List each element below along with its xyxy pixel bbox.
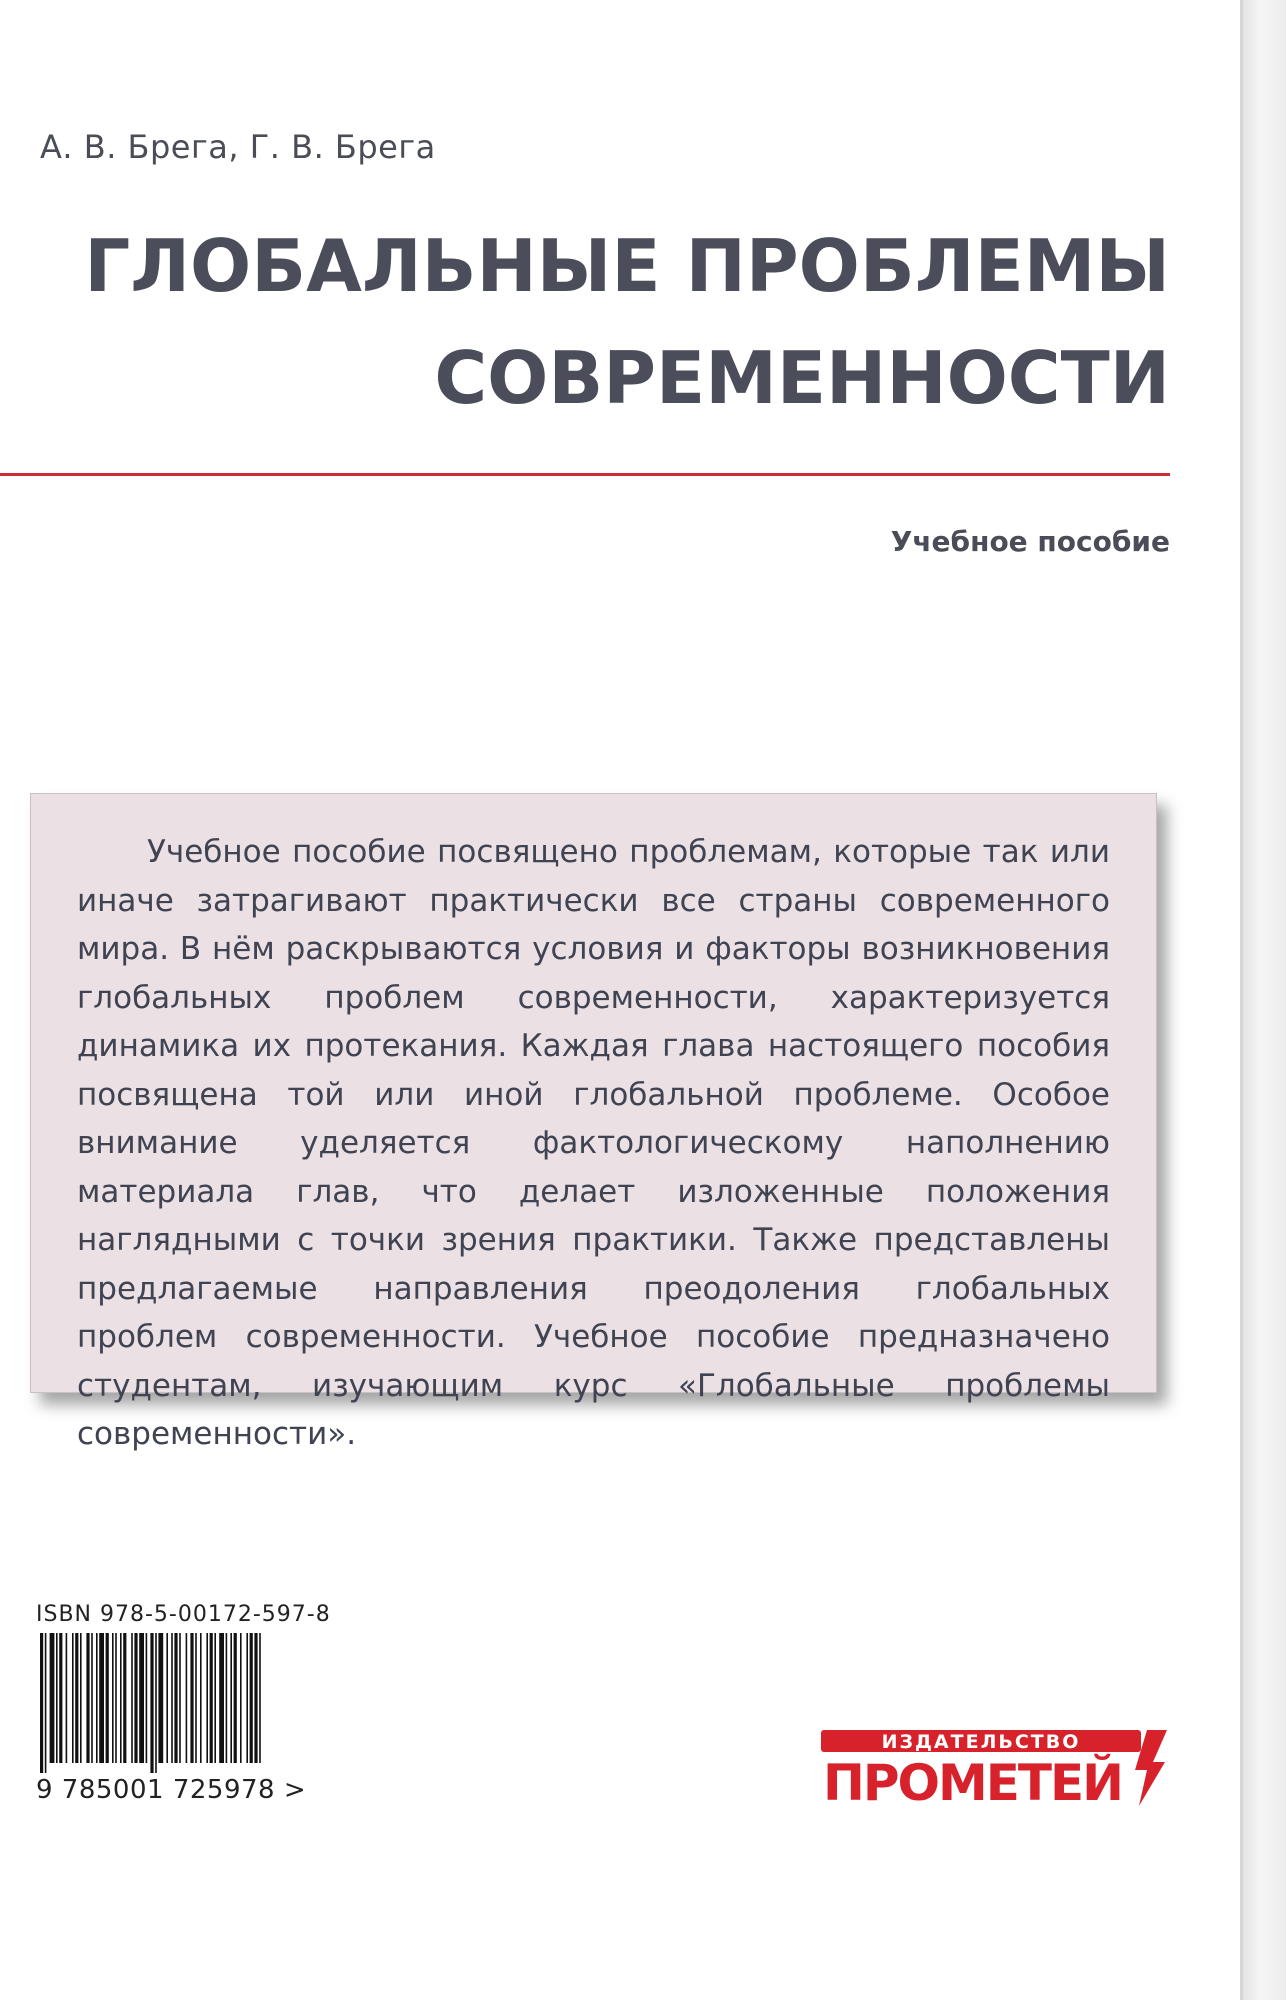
annotation-panel [30,793,1157,1452]
book-title [70,210,1170,434]
barcode-bar [246,1633,248,1763]
barcode-bar [86,1633,89,1763]
annotation-text: Учебное пособие посвящено проблемам, которые так или иначе затрагивают практически все страны современного мира. В нём раскрываются условия и факторы возникновения глобальных проблем современности, характеризуется динамика их протекания. Каждая глава настоящего пособия посвящена той или иной глобальной проблеме. Особое внимание уделяется фактологическому наполнению материала глав, что делает изложенные положения наглядными с точки зрения практики. Также представлены предлагаемые направления преодоления глобальных проблем современности. Учебное пособие предназначено студентам, изучающим курс «Глобальные проблемы современности». [77,834,1110,1452]
red-divider [0,473,1170,476]
title-line-1: ГЛОБАЛЬНЫЕ ПРОБЛЕМЫ [84,224,1170,308]
barcode-bar [174,1633,177,1763]
barcode-bar [219,1633,224,1763]
barcode-bar [134,1633,137,1763]
barcode-bar [99,1633,104,1763]
barcode-bar [210,1633,213,1763]
barcode-bar [240,1633,242,1763]
barcode-bar [45,1633,47,1773]
barcode-bar [56,1633,58,1763]
barcode-bar [200,1633,202,1763]
book-type: Учебное пособие [890,525,1170,558]
publisher-logo [815,1728,1175,1808]
barcode-bar [179,1633,181,1763]
isbn-number: ISBN 978-5-00172-597-8 [36,1602,331,1627]
barcode-bar [254,1633,257,1763]
book-edge [1243,0,1286,2000]
barcode-bar [123,1633,126,1763]
barcode-bar [115,1633,117,1763]
barcode-bar [155,1633,157,1773]
barcode-bar [72,1633,74,1763]
barcode-bar [214,1633,216,1763]
barcode-bar [150,1633,153,1773]
barcode-bar [120,1633,122,1763]
barcode-bar [195,1633,197,1763]
barcode-bar [259,1633,261,1763]
barcode-bar [59,1633,62,1763]
barcode-bar [75,1633,78,1763]
barcode-bar [250,1633,253,1763]
barcode-bar [91,1633,93,1763]
barcode-bar [106,1633,109,1763]
publisher-logo-top: ИЗДАТЕЛЬСТВО [881,1731,1081,1753]
barcode-bar [66,1633,68,1763]
barcode-bar [166,1633,168,1763]
barcode-bar [234,1633,237,1763]
publisher-logo-name: ПРОМЕТЕЙ [823,1754,1123,1808]
barcode-bar [80,1633,82,1763]
barcode-bar [139,1633,144,1763]
barcode-bar [112,1633,114,1763]
barcode-icon [36,1633,336,1773]
barcode-bar [131,1633,133,1763]
barcode-bar [50,1633,55,1763]
barcode-bar [171,1633,173,1763]
barcode-bar [186,1633,188,1763]
isbn-block [36,1602,351,1805]
authors: А. В. Брега, Г. В. Брега [40,128,436,166]
barcode-bar [230,1633,232,1763]
barcode-bar [96,1633,98,1763]
title-line-2: СОВРЕМЕННОСТИ [434,336,1170,420]
barcode-bar [226,1633,228,1763]
barcode-digits: 9 785001 725978 > [36,1775,307,1805]
barcode-bar [146,1633,148,1763]
barcode-bar [190,1633,193,1763]
barcode-bar [206,1633,208,1763]
barcode-bar [158,1633,163,1763]
barcode-bar [40,1633,43,1773]
